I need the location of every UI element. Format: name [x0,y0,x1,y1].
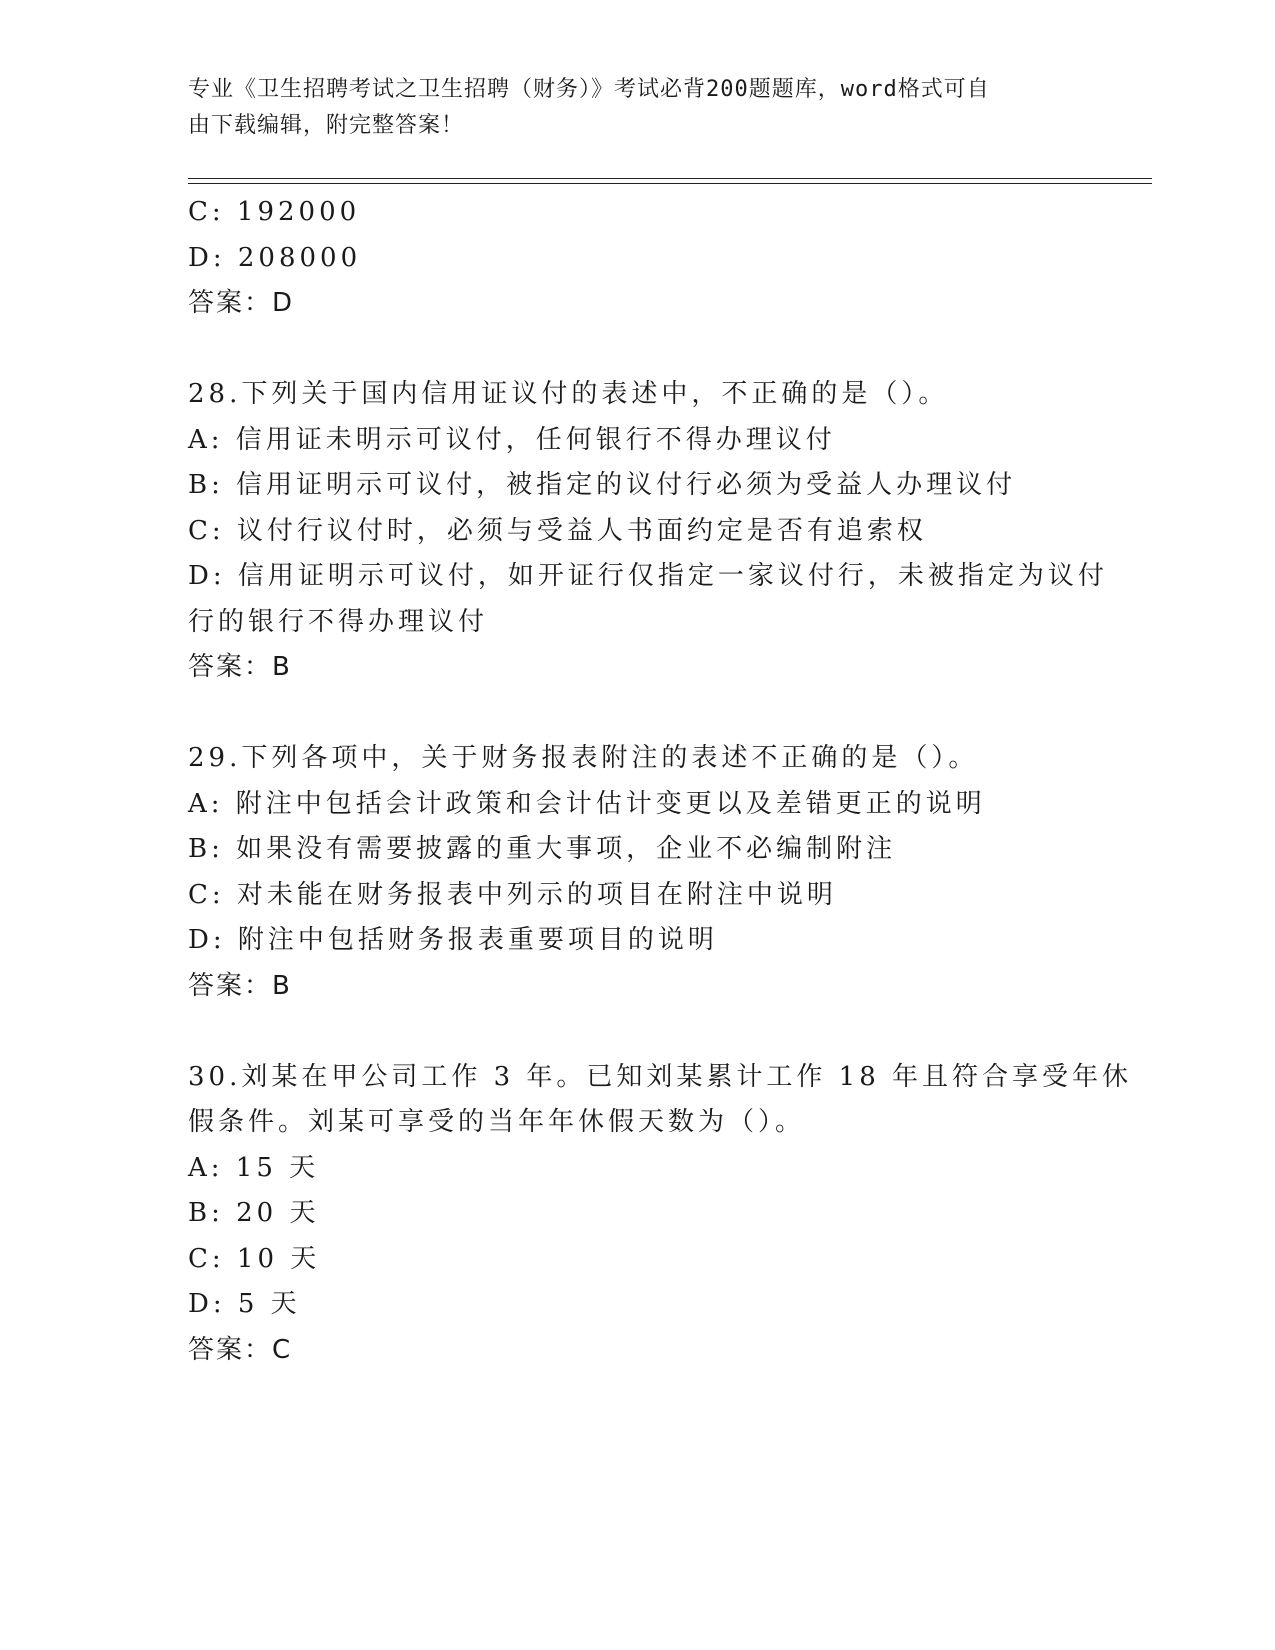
q29-option-a: A: 附注中包括会计政策和会计估计变更以及差错更正的说明 [188,788,986,819]
q30-question-line-1: 30.刘某在甲公司工作 3 年。已知刘某累计工作 18 年且符合享受年休 [188,1061,1133,1092]
q29-option-d: D: 附注中包括财务报表重要项目的说明 [188,925,718,955]
question-28-block [188,372,1108,691]
q30-answer: 答案：C [188,1334,293,1365]
q29-option-b: B: 如果没有需要披露的重大事项，企业不必编制附注 [188,834,897,864]
header-line-1: 专业《卫生招聘考试之卫生招聘（财务）》考试必背200题题库，word格式可自 [188,77,990,102]
question-27-block [188,190,1088,327]
q27-option-d: D: 208000 [188,242,362,273]
q30-option-c: C: 10 天 [188,1243,321,1274]
document-body [188,190,1133,1373]
q28-option-d-line-2: 行的银行不得办理议付 [188,606,489,637]
spacer [188,327,1088,373]
spacer [188,1009,1088,1055]
question-30-block [188,1055,1133,1374]
spacer [188,691,1088,737]
document-header [188,72,1068,144]
header-divider-top [188,178,1152,179]
q28-answer: 答案：B [188,652,292,682]
q30-option-b: B: 20 天 [188,1198,320,1228]
q28-option-d-line-1: D: 信用证明示可议付，如开证行仅指定一家议付行，未被指定为议付 [188,561,1108,591]
header-divider-bottom [188,183,1152,184]
q28-option-a: A: 信用证未明示可议付，任何银行不得办理议付 [188,424,836,455]
q27-answer: 答案：D [188,288,295,318]
q29-option-c: C: 对未能在财务报表中列示的项目在附注中说明 [188,879,837,910]
q28-option-b: B: 信用证明示可议付，被指定的议付行必须为受益人办理议付 [188,470,1017,500]
q28-option-c: C: 议付行议付时，必须与受益人书面约定是否有追索权 [188,515,927,546]
q28-question: 28.下列关于国内信用证议付的表述中，不正确的是（）。 [188,379,949,409]
q30-option-d: D: 5 天 [188,1289,301,1319]
q29-question: 29.下列各项中，关于财务报表附注的表述不正确的是（）。 [188,743,979,773]
q30-option-a: A: 15 天 [188,1152,320,1183]
header-line-2: 由下载编辑，附完整答案！ [188,113,465,138]
q30-question-line-2: 假条件。刘某可享受的当年年休假天数为（）。 [188,1107,806,1137]
q27-option-c: C: 192000 [188,197,361,227]
question-29-block [188,736,1088,1009]
q29-answer: 答案：B [188,970,292,1001]
